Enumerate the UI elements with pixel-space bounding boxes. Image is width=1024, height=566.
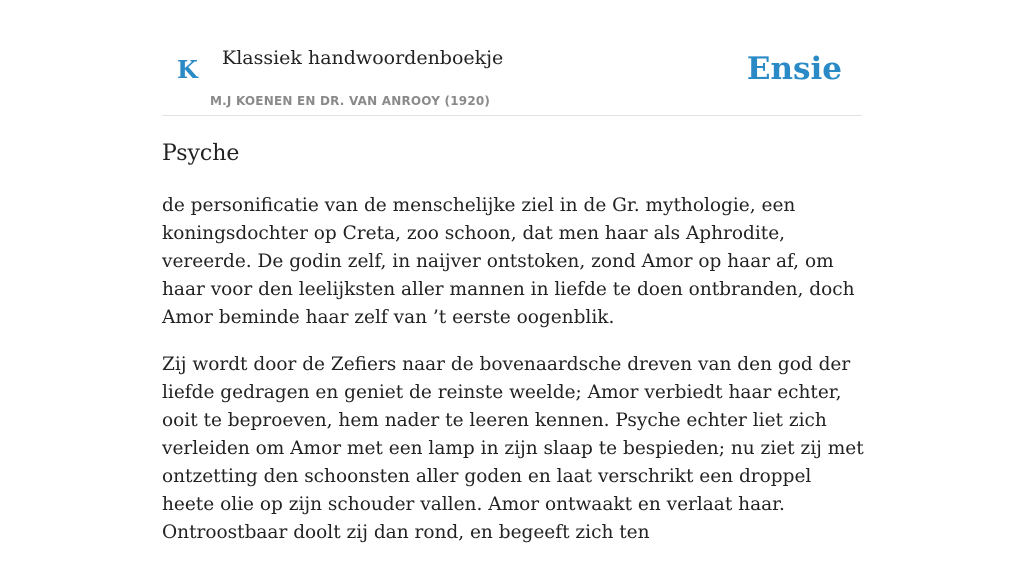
entry-title: Psyche: [162, 141, 240, 166]
entry-paragraph: Zij wordt door de Zefiers naar de bovenaardsche dreven van den god der liefde gedragen en geniet de reinste weelde; Amor verbiedt haar echter, ooit te beproeven, hem nader te leeren kennen. Psyche echter liet zich verleiden om Amor met een lamp in zijn slaap te bespieden; nu ziet zij met ontzetting den schoonsten aller goden en laat verschrikt een droppel heete olie op zijn schouder vallen. Amor ontwaakt en verlaat haar. Ontroostbaar doolt zij dan rond, en begeeft zich ten: [162, 354, 864, 543]
book-authors: M.J KOENEN EN DR. VAN ANROOY (1920): [210, 94, 491, 108]
book-header: [162, 0, 862, 116]
book-logo-icon[interactable]: K: [177, 55, 198, 84]
book-title-link[interactable]: Klassiek handwoordenboekje: [222, 47, 504, 69]
entry-body: [162, 192, 864, 566]
ensie-logo-link[interactable]: Ensie: [746, 51, 842, 87]
entry-paragraph: de personificatie van de menschelijke ziel in de Gr. mythologie, een koningsdochter op Creta, zoo schoon, dat men haar als Aphrodite, vereerde. De godin zelf, in naijver ontstoken, zond Amor op haar af, om haar voor den leelijksten aller mannen in liefde te doen ontbranden, doch Amor beminde haar zelf van ’t eerste oogenblik.: [162, 195, 855, 328]
